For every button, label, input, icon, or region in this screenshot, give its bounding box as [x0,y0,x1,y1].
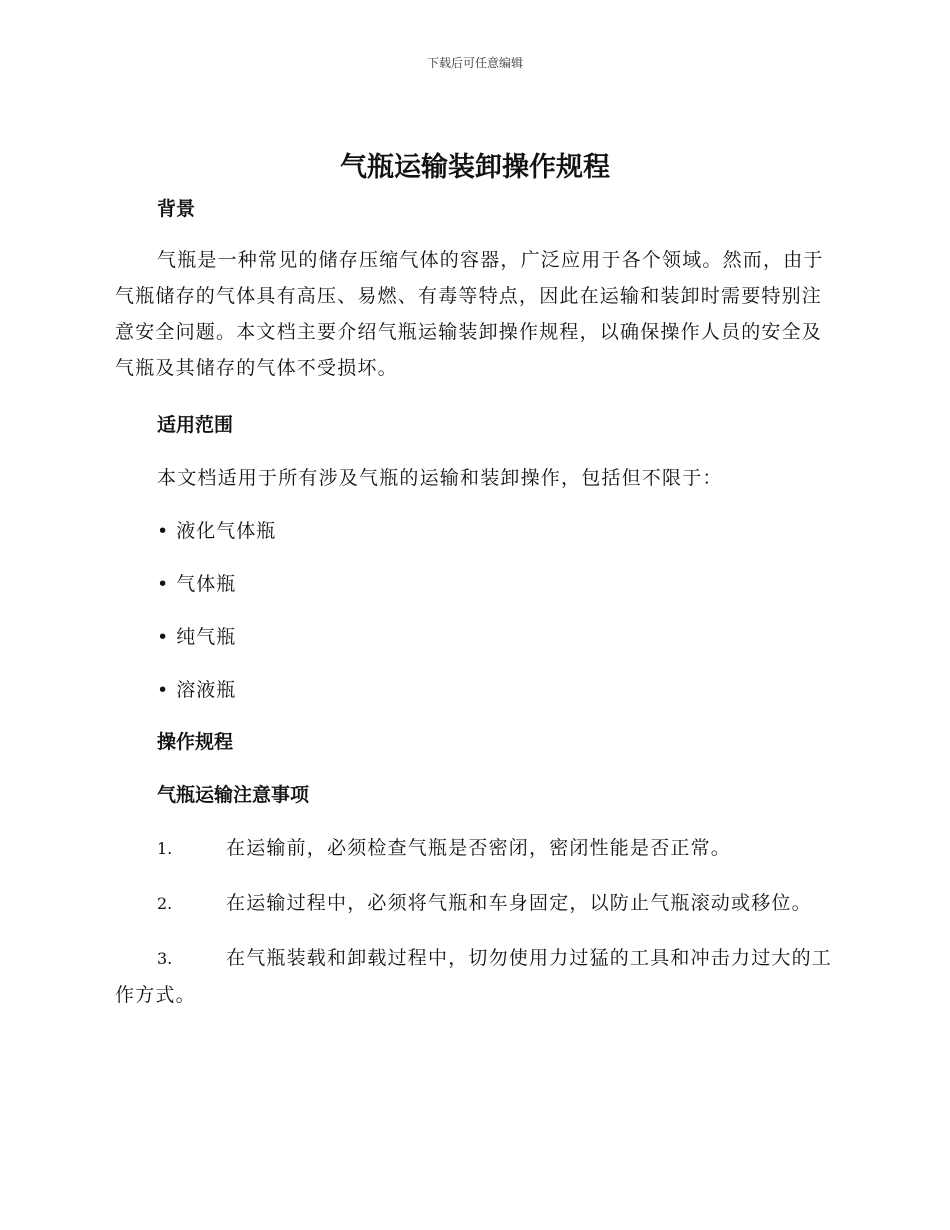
scope-list-item: • 气体瓶 [157,573,237,595]
item-number: 3. [157,949,173,968]
item-number: 1. [157,839,173,858]
background-paragraph: 气瓶是一种常见的储存压缩气体的容器，广泛应用于各个领域。然而，由于气瓶储存的气体具有高压、易燃、有毒等特点，因此在运输和装卸时需要特别注意安全问题。本文档主要介绍气瓶运输装卸操作规程，以确保操作人员的安全及气瓶及其储存的气体不受损坏。 [115,249,824,379]
scope-intro: 本文档适用于所有涉及气瓶的运输和装卸操作，包括但不限于： [157,467,723,489]
item-text: 在运输前，必须检查气瓶是否密闭，密闭性能是否正常。 [226,837,732,859]
page-header: 下载后可任意编辑 [426,56,523,70]
numbered-item [115,885,835,922]
item-text: 在运输过程中，必须将气瓶和车身固定，以防止气瓶滚动或移位。 [226,892,812,914]
document-body [115,192,835,1013]
numbered-item [115,940,835,1013]
scope-list-item: • 液化气体瓶 [157,520,277,542]
scope-list-item: • 纯气瓶 [157,626,237,648]
item-text: 在气瓶装载和卸载过程中，切勿使用力过猛的工具和冲击力过大的工作方式。 [115,947,833,1006]
scope-list-item: • 溶液瓶 [157,679,237,701]
subsection-heading-transport: 气瓶运输注意事项 [157,784,310,806]
document-title: 气瓶运输装卸操作规程 [340,152,610,183]
section-heading-procedure: 操作规程 [157,731,234,753]
item-number: 2. [157,894,173,913]
section-heading-scope: 适用范围 [157,414,234,436]
section-heading-background: 背景 [157,198,196,220]
numbered-item [115,830,835,867]
